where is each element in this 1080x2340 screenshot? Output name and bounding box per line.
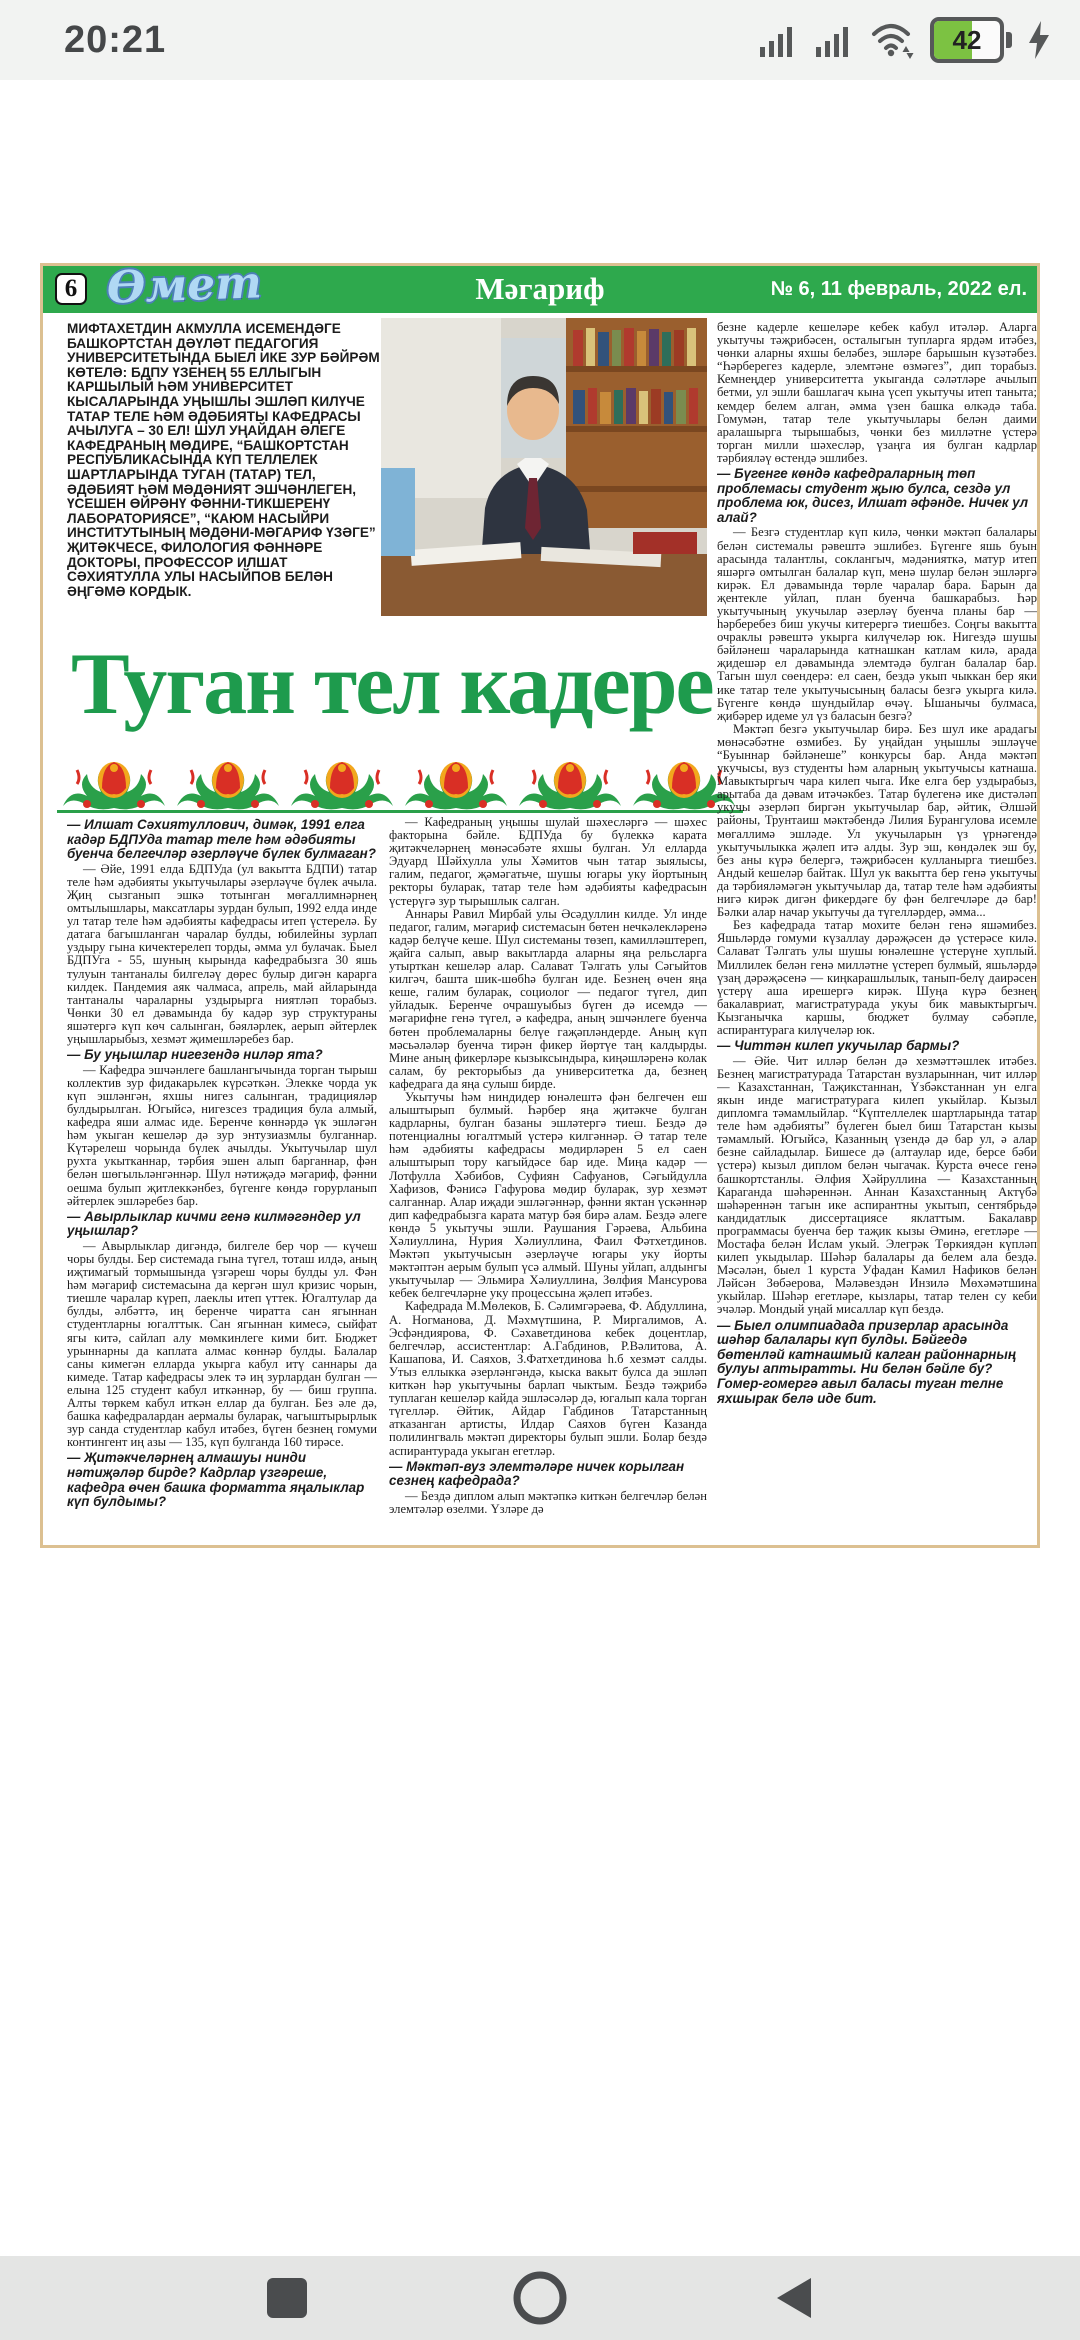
- interview-question: — Мәктәп-вуз элемтәләре ничек корылган сезнең кафедрада?: [389, 1458, 685, 1489]
- interview-question: — Читтән килеп укучылар бармы?: [717, 1038, 960, 1054]
- article-paragraph: Мәктәп безгә укытучылар бирә. Без шул ике арадагы мөнәсәбәтне өзмибез. Бу уңайдан уңышлы эшләүче “Буыннар бәйләнеше” конкурсы бар. Анда мәктәп укучысы, вуз студенты һәм аларның укытучысы катнаша. Мавыктыргыч чара килеп чыга. Ике елга бер уздырабыз, арытаба да дәвам итәчәкбез. Татар бүлегенә ике дистәләп укучы әзерләп биргән укытучылар бар, әйтик, Әлшәй районы, Трунтаиш мәктәбендә Лилия Бурангулова исемле мөгаллимә эшләде. Ул укучыларын үз үрнәгендә укытучылыкка җәлеп итә алды. Зур эш, көндәлек эш бу, без аны күрә белергә, тәҗрибәсен кулланырга тиешбез. Андый кешеләр байтак. Шул ук вакытта бер генә укытучы да тәрбияләмәгән укытучылар да, татар теле һәм әдәбияты нигә кирәк дигән фикердәге бу фән белгечләре дә бар! Бәлки алар начар укытучы да түгелләрдер, әмма...: [717, 721, 1037, 920]
- home-button[interactable]: [500, 2258, 580, 2338]
- newspaper-logo: Өмет: [106, 257, 263, 314]
- interview-question: — Бу уңышлар нигезендә ниләр ята?: [67, 1047, 323, 1063]
- article-paragraph: — Кафедра эшчәнлеге башлангычында торган тырыш коллектив зур фидакарьлек күрсәткән. Элекке чорда ук күп эшләнгән, яхшы нигез салынган, традицияләр булдырылган. Югыйсә, нигезсез традиция була алмый, кафедра яши алмас иде. Беренче көннәрдә үк эшләгән һәм укыган кешеләр дә зур энтузиазмлы булганнар. Күтәрелеш чорында бүлек ачылды. Укытучылар шул рухта укытканнар, тәрбия эшен алып барганнар, фән белән шөгыльләнгәннәр. Шул нәтиҗәдә мәгариф, фәнни оешма булып җитлеккәнбез, бүгенге көндә горурланып әйтерлек эшләребез бар.: [67, 1062, 377, 1208]
- newspaper-masthead: [43, 257, 1037, 314]
- article-paragraph: Кафедрада М.Мөлеков, Б. Сәлимгәрәева, Ф. Абдуллина, А. Ногманова, Д. Мәхмүтшина, Р. Миргалимов, А. Эсфәндиярова, Ф. Сәхаветдинова кебек доцентлар, белгечләр, ассистентлар: А.Габдинов, Р.Вәлитова, А. Кашапова, И. Саяхов, З.Фатхетдинова һ.б хезмәт салды. Утыз еллыкка әзерләнгәндә, кыска вакыт булса да эшләп киткән һәр укытучыны барлап чыктым. Бездә тәҗрибә туплаган кешеләр кайда эшләсәләр дә, югалып кала торган түгелләр. Әйтик, Айдар Габдинов Татарстанның атказанган артисты, Илдар Саяхов бүген Казанда полилингваль мәктәп директоры булып эшли. Болар бездә аспирантурада укыган егетләр.: [389, 1299, 707, 1458]
- article-paragraph: Без кафедрада татар мохите белән генә яшәмибез. Яшьләрдә гомуми күзаллау дәрәҗәсен дә үстерәсе килә. Салават Тәлгать улы шушы юнәлешне үстерүне хуплый. Миллилек белән генә милләтне үстереп булмый, яшьләрдә үзаң дәрәҗәсенә — киңкарашлылык, танып-белү даирәсен үстерү аша ирешергә кирәк. Шуңа күрә безнең бакалавриат, магистратурада укуы бик мавыктыргыч. Кызганычка каршы, бюджет булмау сәбәпле, аспирантурага килүчеләр юк.: [717, 918, 1037, 1037]
- article-paragraph: — Безгә студентлар күп килә, чөнки мәктәп балалары белән системалы рәвештә эшлибез. Бүгенге яшь буын арасында талантлы, соклангыч, мәдәнияткә, матур итеп яшәргә омтылган балалар күп, менә шулар белән эшләргә кирәк. Ел дәвамында төрле чаралар бара. Барын да җентекле уйлап, план буенча башкарабыз. Һәр укытучының укучылар әзерләү буенча планы бар — һәрберебез биш укучы китерергә тиешбез. Соңгы вакытта очраклы рәвештә укырга килүчеләр юк. Нигездә шушы бәйләнеш чараларында катнашкан катлам килә, арада җидешәр ел дәвамында элемтәдә булган балалар бар. Тагын шул сөендерә: ел саен, бездә укып чыккан бер яки ике татар теле укытучысының баласы безгә укырга килә. Бүгенге көндә шундыйлар өчәү. Ышанычы булмаса, җибәрер идеме ул үз баласын безгә?: [717, 525, 1037, 723]
- clock: 20:21: [64, 18, 167, 61]
- android-navigation-bar: [0, 2256, 1080, 2340]
- section-title: Мәгариф: [475, 271, 605, 306]
- cellular-signal-icon: [814, 23, 856, 57]
- interview-question: — Илшат Сәхиятуллович, димәк, 1991 елга кадәр БДПУда татар теле һәм әдәбияты буенча белгечләр әзерләүче бүлек булмаган?: [67, 817, 376, 862]
- recent-apps-button[interactable]: [247, 2258, 327, 2338]
- article-headline: Туган тел кадере: [71, 636, 713, 733]
- charging-bolt-icon: [1026, 20, 1052, 60]
- cellular-signal-icon: [758, 23, 800, 57]
- article-paragraph: — Әйе, 1991 елда БДПУда (ул вакытта БДПИ) татар теле һәм әдәбияты укытучылары әзерләүче бүлек ачыла. Җиң сызганып эшкә тотынган мөгаллимнәрнең омтылышлары, максатлары зурдан булып, 1992 елда инде ул татар теле һәм әдәбияты кафедрасы итеп үстерелә. Бу датага багышланган чаралар булды, юбилейны зурлап уздыру гына кичектерелеп торды, әмма ул булачак. Быел БДПУга - 55, шуның кырында кафедрабызга 30 яшь тулуын тантаналы билгеләү дөрес булыр дигән карарга килдек. Пандемия аяк чалмаса, апрель, май айларында тантаналы чараларны уздырырга ниятләп торабыз. Чөнки 30 ел дәвамында бу кадәр зур структураны яшәтергә күп көч салынган, бәяләрлек, аерып әйтерлек уңышларыбыз, хезмәт җимешләребез бар.: [67, 861, 377, 1046]
- portrait-photo: [381, 318, 707, 616]
- battery-percent: 42: [952, 24, 982, 55]
- interview-question: — Бүгенге көндә кафедраларның төп проблемасы студент җыю булса, сездә ул проблема юк, дисез, Илшат әфәнде. Ничек ул алай?: [717, 466, 1029, 525]
- newspaper-page[interactable]: [40, 257, 1040, 1548]
- interview-question: — Авырлыклар кичми генә килмәгәндер ул уңышлар?: [67, 1208, 361, 1239]
- interview-question: — Җитәкчеләрнең алмашуы нинди нәтиҗәләр бирде? Кадрлар үзгәреше, кафедра өчен башка форматта яңалыклар күп булдымы?: [67, 1450, 365, 1510]
- article-lede: МИФТАХЕТДИН АКМУЛЛА ИСЕМЕНДӘГЕ БАШКОРТСТАН ДӘҮЛӘТ ПЕДАГОГИЯ УНИВЕРСИТЕТЫНДА БЫЕЛ ИКЕ ЗУР БӘЙРӘМ КӨТЕЛӘ: БДПУ ҮЗЕНЕҢ 55 ЕЛЛЫГЫН КАРШЫЛЫЙ ҺӘМ УНИВЕРСИТЕТ КЫСАЛАРЫНДА УҢЫШЛЫ ЭШЛӘП КИЛҮЧЕ ТАТАР ТЕЛЕ ҺӘМ ӘДӘБИЯТЫ КАФЕДРАСЫ АЧЫЛУГА – 30 ЕЛ! ШУЛ УҢАЙДАН ӘЛЕГЕ КАФЕДРАНЫҢ МӨДИРЕ, “БАШКОРТСТАН РЕСПУБЛИКАСЫНДА КҮП ТЕЛЛЕЛЕК ШАРТЛАРЫНДА ТУГАН (ТАТАР) ТЕЛ, ӘДӘБИЯТ ҺӘМ МӘДӘНИЯТ ЭШЧӘНЛЕГЕН, ҮСЕШЕН ӨЙРӘНҮ ФӘННИ-ТИКШЕРЕНҮ ЛАБОРАТОРИЯСЕ”, “КАЮМ НАСЫЙРИ ИНСТИТУТЫНЫҢ МӘДӘНИ-МӘГАРИФ ҮЗӘГЕ” ҖИТӘКЧЕСЕ, ФИЛОЛОГИЯ ФӘННӘРЕ ДОКТОРЫ, ПРОФЕССОР ИЛШАТ СӘХИЯТУЛЛА УЛЫ НАСЫЙПОВ БЕЛӘН ӘҢГӘМӘ КОРДЫК.: [67, 321, 380, 599]
- interview-question: — Быел олимпиадада призерлар арасында шәһәр балалары күп булды. Бәйгедә бөтенләй катнашмый калган районнарның булуы аптыратты. Ни белән бәйле бу? Гомер-гомергә авыл баласы туган телне яхшырак белә иде бит.: [717, 1317, 1016, 1406]
- article-paragraph: Аннары Равил Мирбай улы Әсәдуллин килде. Ул инде педагог, галим, мәгариф системасын бөтен нечкәлекләренә кадәр белүче кеше. Шул системаны төзеп, камилләштереп, җайга салып, авыр вакытларда аларны яңа рельсларга утырткан кешеләр алар. Салават Тәлгать улы Сәгыйтов килгәч, башта шик-шөбһә булган иде. Безнең өчен яңа кеше, галим буларак, социолог — педагог түгел, дип уйладык. Беренче очрашуыбыз бүген дә исемдә — мәгарифне генә түгел, ә кафедра, аның эшчәнлеге буенча бөтен проблемаларны белүе гаҗәпләндерде. Аның күп мәсьәләләр буенча тирән фикер йөртүе таң калдырды. Мине аның фикерләре кызыксындыра, киңәшләренә колак салам, бу ректорыбыз да университетка да, безнең кафедрага да яңа сулыш бирде.: [389, 906, 707, 1091]
- back-button[interactable]: [753, 2258, 833, 2338]
- issue-date: № 6, 11 февраль, 2022 ел.: [770, 278, 1027, 300]
- article-paragraph: безне кадерле кешеләре кебек кабул итәләр. Аларга укытучы тәҗрибәсен, осталыгын тупларга ярдәм итәбез, чөнки аларны яхшы беләбез, эшләре барышын күзәтәбез. “Һәрберегез кадерле, элемтәне өзмәгез”, дип торабыз. Кемнеңдер университетта укыганда сәләтләре ачылып бетми, ул эшли башлагач кына үсеп укытучы итеп таныта; кемдер белем алган, әмма үзен башка өлкәдә таба. Гомумән, татар теле укытучылары белән даими аралашырга тырышабыз, чөнки без милләтне үстерә торган милли шәхесләр, үзаңга ия булган кадрлар тәрбияләү өстендә эшлибез.: [717, 321, 1037, 465]
- article-column-3: [717, 321, 1037, 1546]
- article-paragraph: — Әйе. Чит илләр белән дә хезмәттәшлек итәбез. Безнең магистратурада Татарстан вузларыннан, чит илләр — Казахстаннан, Таҗикстаннан, Үзбәкстаннан ун елга якын инде магистратурага килеп укыйлар. Кызыл дипломга тәмамлыйлар. “Күптеллелек шартларында татар теле һәм әдәбияты” бүлеген быел биш Татарстан кызы тәмамлый. Югыйсә, Казанның үзендә дә бар ул, ә алар безне сайладылар. Бишесе дә (алтаулар иде, берсе бәби үстерә) кызыл диплом белән чыгачак. Курста өчесе генә башкортстанлы. Әлфия Хәйруллина — Казахстанның Караганда шәһәреннән. Аннан Казахстанның Актүбә шәһәреннән тагын ике аспирантны укытып, сентябрьдә кандидатлык диссертациясе яклаттым. Бакалавр программасы буенча бер таҗик кызы Әминә, егетләре — Мостафа белән Ислам укый. Элегрәк Төркиядән күпләп килеп укыдылар. Шәһәр балалары да белем ала бездә. Мәсәлән, быел 1 курста Уфадан Камил Нафиков белән Ләйсән Зөбәерова, Мәләвездән Инзилә Мөхәмәтшина укыйлар. Шәһәр егетләре, кызлары, татар телен су кеби эчәләр. Мондый уңай мисаллар күп бездә.: [717, 1053, 1037, 1317]
- battery-icon: [930, 17, 1012, 63]
- article-paragraph: — Авырлыклар дигәндә, билгеле бер чор — күчеш чоры булды. Бер системада гына түгел, тоташ илдә, аның иҗтимагый тормышында үзгәреш чоры булды ул. Фән һәм мәгариф системасына да кергән шул кризис чорын, тиешле чаралар күреп, лаеклы итеп үттек. Югалтулар да булды, әлбәттә, иң беренче чиратта сан ягыннан студентларны югалттык. Сан ягыннан кимесә, сыйфат ягы китә, сайлап алу мөмкинлеге кими бит. Бюджет урыннарны да каплата алмас көннәр булды. Балалар саны кимегән елларда укырга кабул итү саннары да кимеде. Татар кафедрасы элек тә иң зурлардан булган — елына 125 студент кабул иткәннәр, бу — биш группа. Алты төркем кабул иткән еллар да булган. Без әле дә, башка кафедралардан аермалы буларак, чагыштырырлык зур санда студентлар кабул итәбез, бүген безнең гомуми контингент иң азы — 135, күп булганда 160 тирәсе.: [67, 1238, 377, 1450]
- article-column-2: [389, 816, 707, 1546]
- article-paragraph: Укытучы һәм ниндидер юнәлештә фән белгечен еш алыштырып булмый. Һәрбер яңа җитәкче булган кадрларны, булган базаны эшләтергә тиеш. Бездә дә потенциалны югалтмый үстерә килгәннәр. Ә татар теле һәм әдәбияты кафедрасы мөдирләрен 5 ел саен алыштырып тору кагыйдәсе бар иде. Миңа кадәр — Лотфулла Хәбибов, Суфиян Сафуанов, Сәгыйдулла Хафизов, Фәнисә Гафурова мөдир буларак, зур хезмәт салганнар. Алар иҗади эшләгәннәр, фәнни яктан үскәннәр дип кафедрабызга карата матур бәя бирә алам. Бездә әлеге көндә 5 укытучы эшли. Раушания Гәрәева, Альбина Хәлиуллина, Нурия Хәлиуллина, Фаил Фәтхетдинов. Мәктәп укытучысын әзерләүче югары уку йорты мәктәптән аерым булып үсә алмый. Шуны уйлап, алдынгы укытучылар — Эльмира Хәлиуллина, Зөлфия Мансурова кебек белгечләрне уку процессына җәлеп итәбез.: [389, 1089, 707, 1301]
- page-number-badge: 6: [55, 273, 87, 305]
- status-bar: [0, 0, 1080, 80]
- article-paragraph: — Бездә диплом алып мәктәпкә киткән белгечләр белән элемтәләр өзелми. Үзләре дә: [389, 1488, 707, 1516]
- article-column-1: [67, 816, 377, 1546]
- tulip-ornament-border: [57, 758, 743, 814]
- wifi-icon: [870, 20, 916, 60]
- article-paragraph: — Кафедраның уңышы шулай шәхесләргә — шәхес факторына бәйле. БДПУда бу бүлеккә карата җитәкчеләрнең мөнәсәбәте яхшы булган. Ул елларда Эдуард Шәйхулла улы Хәмитов чын татар зыялысы, галим, педагог, җәмәгатьче, шушы югары уку йортының ректоры буларак, татар теле һәм әдәбияты кафедрасын үстерүгә зур тырышлык салган.: [389, 816, 707, 908]
